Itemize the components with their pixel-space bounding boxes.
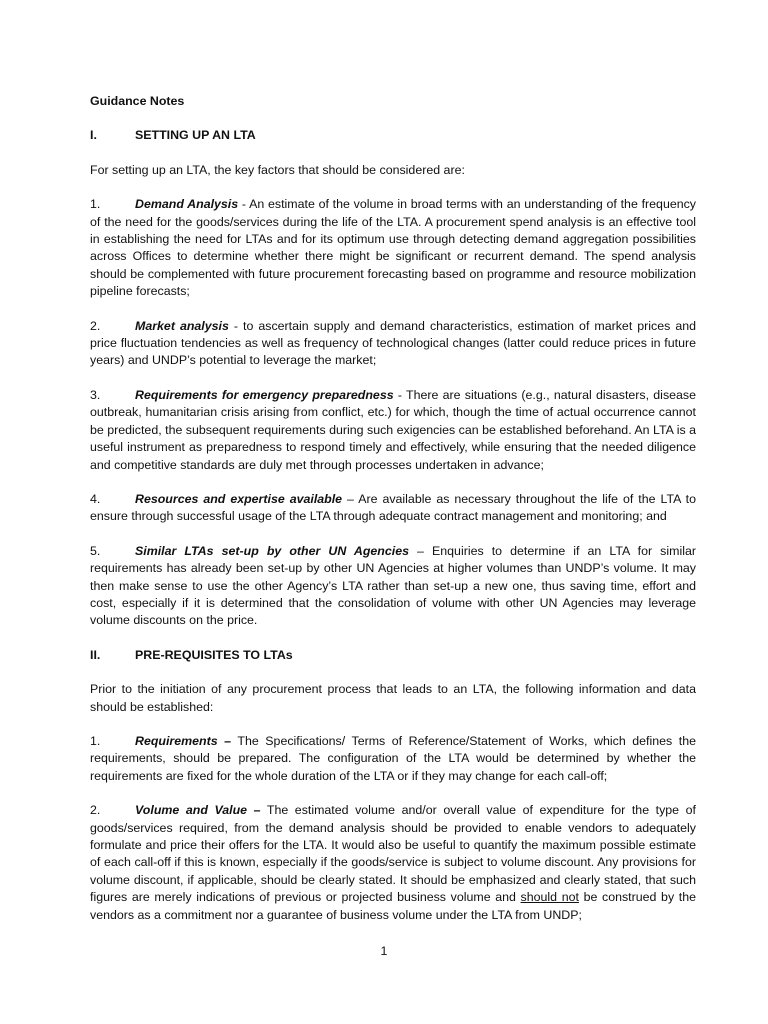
item-underlined-text: should not: [520, 890, 579, 905]
item-number: 2.: [90, 803, 101, 818]
item-term: Demand Analysis: [135, 197, 239, 212]
item-term: Market analysis: [135, 318, 229, 333]
item-number: 4.: [90, 491, 101, 506]
section-2-item-1: [90, 733, 696, 785]
section-1-intro: For setting up an LTA, the key factors that should be considered are:: [90, 162, 465, 177]
section-2-heading: [90, 647, 696, 664]
item-term: Requirements –: [135, 733, 232, 748]
section-1-item-2: [90, 318, 696, 370]
item-number: 1.: [90, 733, 101, 748]
document-page: [90, 93, 696, 941]
section-1-item-5: [90, 543, 696, 630]
section-2-number: II.: [90, 647, 101, 662]
document-title: Guidance Notes: [90, 94, 185, 108]
item-text: - to ascertain supply and demand characteristics, estimation of market prices and price fluctuation tendencies as well as frequency of technological changes (latter could reduce prices in future years) and UNDP’s potential to leverage the market;: [90, 318, 697, 368]
item-term: Volume and Value –: [135, 803, 261, 818]
section-2-intro: Prior to the initiation of any procurement process that leads to an LTA, the following information and data should be established:: [90, 682, 696, 714]
item-text: - An estimate of the volume in broad terms with an understanding of the frequency of the need for the goods/services during the life of the LTA. A procurement spend analysis is an effective tool in establishing the need for LTAs and for its optimum use through detecting demand aggregation possibilities across Offices to determine whether there might be significant or recurrent demand. The spend analysis should be complemented with future procurement forecasting based on programme and resource mobilization pipeline forecasts;: [90, 197, 697, 299]
item-text: - There are situations (e.g., natural disasters, disease outbreak, humanitarian crisis arising from conflict, etc.) for which, though the time of actual occurrence cannot be predicted, the subsequent requirements during such exigencies can be established beforehand. An LTA is a useful instrument as preparedness to respond timely and effectively, while ensuring that the needed diligence and competitive standards are duly met through processes undertaken in advance;: [90, 387, 697, 472]
item-text: The estimated volume and/or overall value of expenditure for the type of goods/services required, from the demand analysis should be provided to enable vendors to adequately formulate and price their offers for the LTA. It would also be useful to quantify the maximum possible estimate of each call-off if this is known, especially if the goods/service is subject to volume discount. Any provisions for volume discount, if applicable, should be clearly stated. It should be emphasized and clearly stated, that such figures are merely indications of previous or projected business volume and: [90, 803, 696, 905]
item-term: Similar LTAs set-up by other UN Agencies: [135, 543, 409, 558]
section-1-item-4: [90, 491, 696, 526]
item-number: 5.: [90, 543, 101, 558]
item-text: – Enquiries to determine if an LTA for similar requirements has already been set-up by other UN Agencies at higher volumes than UNDP’s volume. It may then make sense to use the other Agency’s LTA rather than set-up a new one, thus saving time, effort and cost, especially if it is determined that the consolidation of volume with other UN Agencies may leverage volume discounts on the price.: [90, 543, 696, 628]
item-text: The Specifications/ Terms of Reference/Statement of Works, which defines the requirements, should be prepared. The configuration of the LTA would be determined by whether the requirements are fixed for the whole duration of the LTA or if they may change for each call-off;: [90, 733, 696, 783]
section-2-item-2: [90, 802, 696, 924]
section-1-item-1: [90, 196, 696, 300]
section-1-item-3: [90, 387, 696, 474]
item-term: Resources and expertise available: [135, 491, 343, 506]
item-text-after: be construed by the vendors as a commitment nor a guarantee of business volume under the LTA from UNDP;: [90, 890, 697, 922]
page-number: 1: [380, 944, 388, 958]
item-term: Requirements for emergency preparedness: [135, 387, 394, 402]
item-number: 2.: [90, 318, 101, 333]
item-number: 1.: [90, 197, 101, 212]
section-1-heading: [90, 127, 696, 144]
section-2-title: PRE-REQUISITES TO LTAs: [135, 647, 293, 662]
section-1-title: SETTING UP AN LTA: [135, 128, 256, 143]
item-number: 3.: [90, 387, 101, 402]
item-text: – Are available as necessary throughout the life of the LTA to ensure through successful usage of the LTA through adequate contract management and monitoring; and: [90, 491, 696, 524]
section-1-number: I.: [90, 128, 97, 143]
